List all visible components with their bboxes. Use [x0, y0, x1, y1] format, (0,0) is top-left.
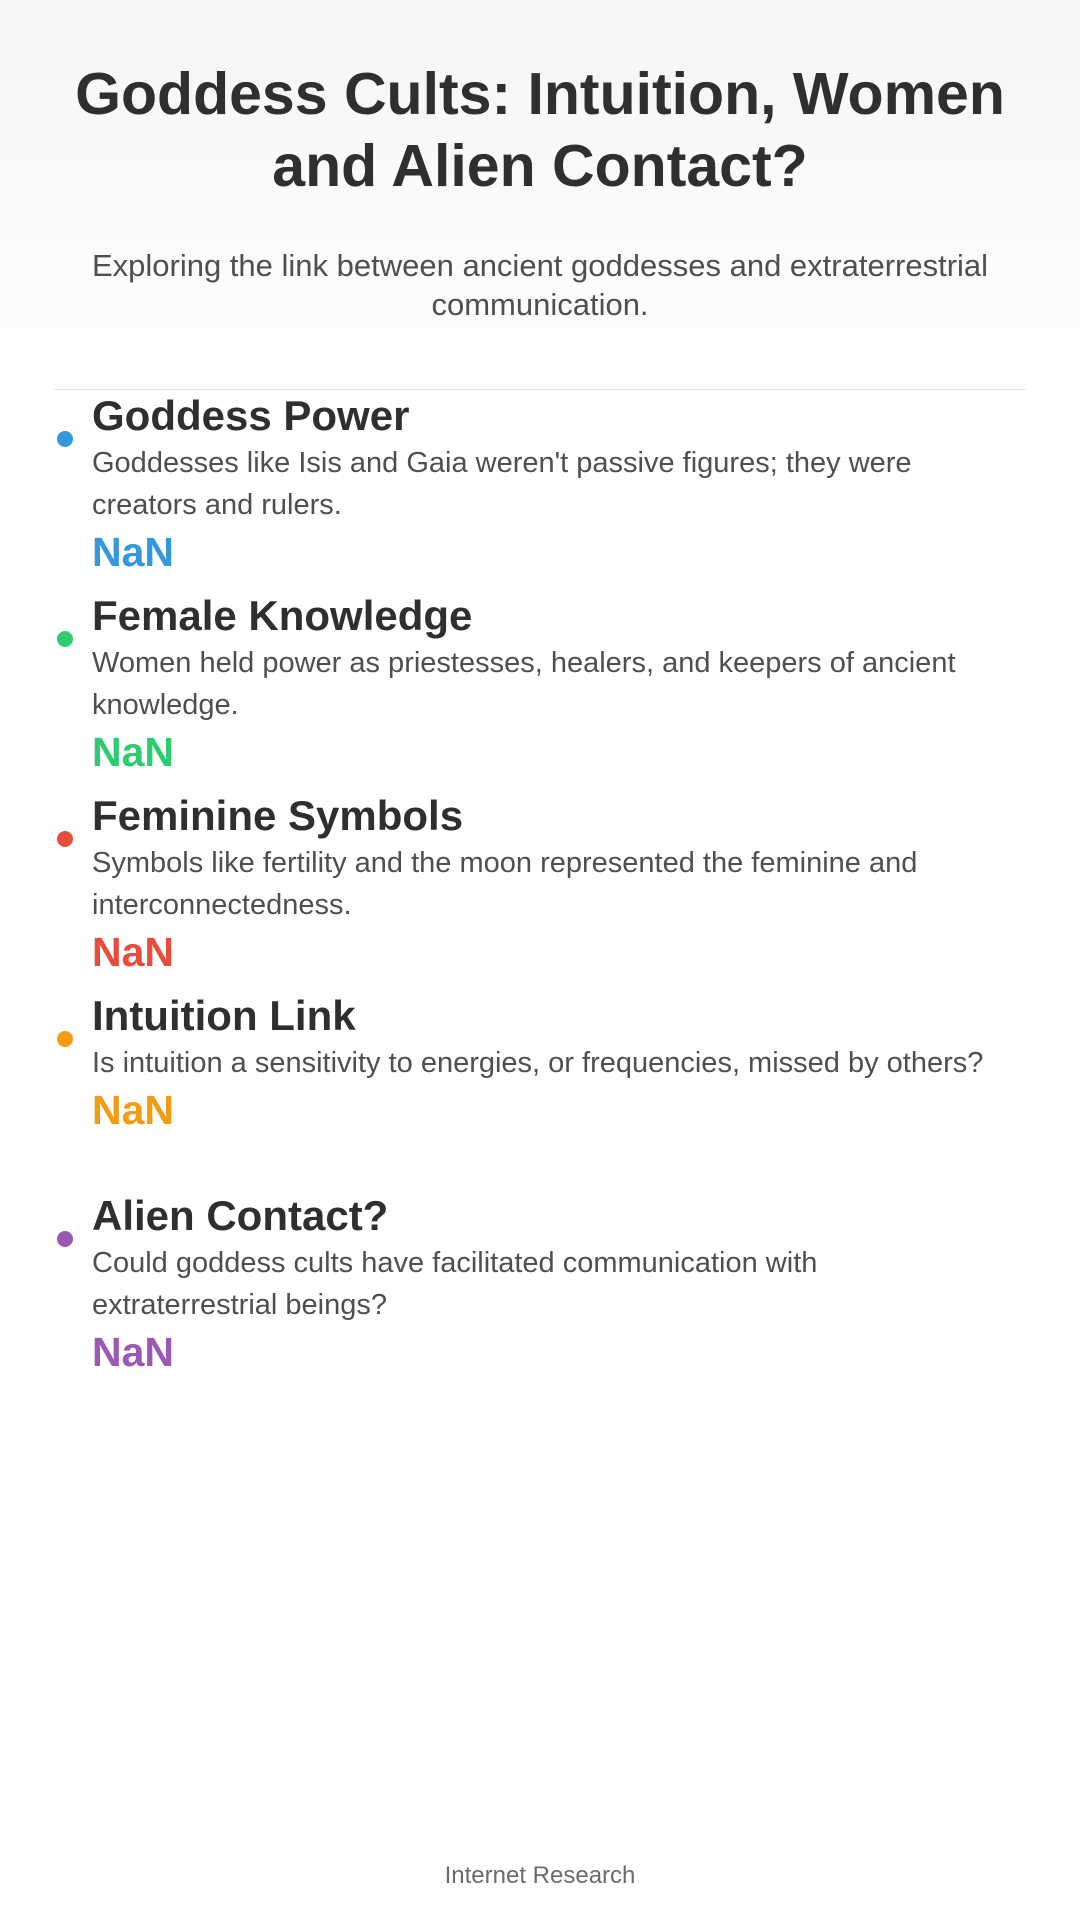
bullet-dot-icon — [57, 631, 73, 647]
list-item-intuition-link — [54, 990, 1026, 1190]
page-subtitle: Exploring the link between ancient goddesses and extraterrestrial communication. — [91, 248, 989, 322]
bullet-dot-icon — [57, 1231, 73, 1247]
item-description: Could goddess cults have facilitated communication with extraterrestrial beings? — [92, 1247, 818, 1321]
item-title: Intuition Link — [92, 992, 356, 1039]
item-value: NaN — [92, 1329, 175, 1375]
header — [0, 0, 1080, 324]
item-description: Symbols like fertility and the moon represented the feminine and interconnectedness. — [92, 847, 918, 921]
list-item-goddess-power — [54, 390, 1026, 590]
item-description: Goddesses like Isis and Gaia weren't passive figures; they were creators and rulers. — [92, 447, 912, 521]
item-value: NaN — [92, 929, 175, 975]
item-title: Feminine Symbols — [92, 792, 464, 839]
item-title: Goddess Power — [92, 392, 410, 439]
list-item-feminine-symbols — [54, 790, 1026, 990]
bullet-dot-icon — [57, 1031, 73, 1047]
item-value: NaN — [92, 729, 175, 775]
item-description: Is intuition a sensitivity to energies, or frequencies, missed by others? — [92, 1047, 984, 1079]
item-title: Alien Contact? — [92, 1192, 389, 1239]
bullet-dot-icon — [57, 431, 73, 447]
list-item-female-knowledge — [54, 590, 1026, 790]
item-value: NaN — [92, 1087, 175, 1133]
item-list — [54, 390, 1026, 1390]
item-description: Women held power as priestesses, healers, and keepers of ancient knowledge. — [92, 647, 956, 721]
source-footer: Internet Research — [444, 1862, 636, 1889]
item-title: Female Knowledge — [92, 592, 473, 639]
page-title: Goddess Cults: Intuition, Women and Alien Contact? — [75, 61, 1005, 199]
list-item-alien-contact — [54, 1190, 1026, 1390]
item-value: NaN — [92, 529, 175, 575]
bullet-dot-icon — [57, 831, 73, 847]
